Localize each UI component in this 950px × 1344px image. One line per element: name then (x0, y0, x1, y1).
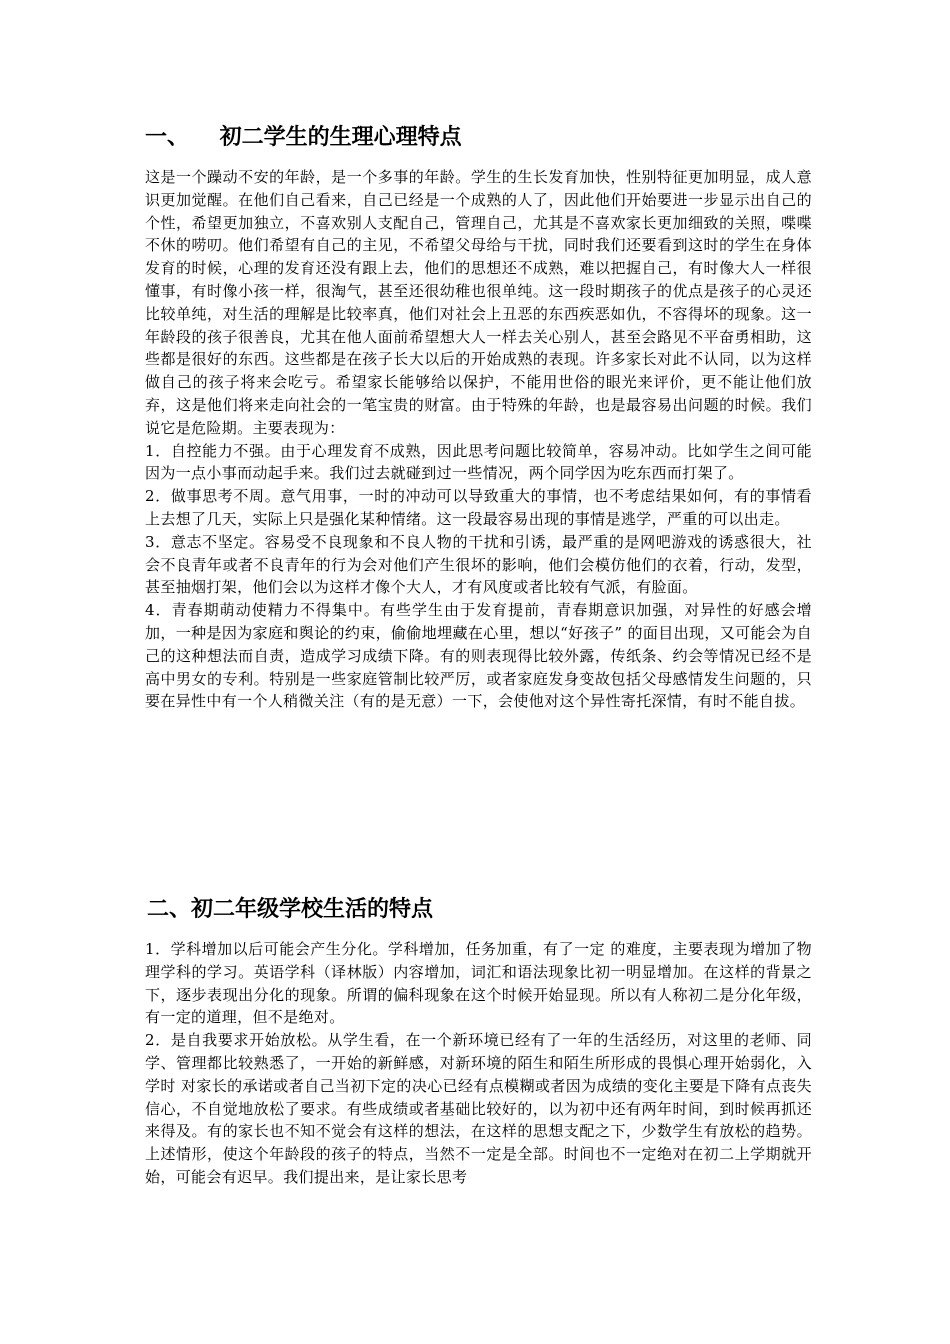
section-1-body (145, 166, 812, 713)
section-2-body (145, 938, 812, 1189)
section-1-point-3: 3．意志不坚定。容易受不良现象和不良人物的干扰和引诱，最严重的是网吧游戏的诱惑很大，社会不良青年或者不良青年的行为会对他们产生很坏的影响，他们会模仿他们的衣着，行动，发型，甚至抽烟打架，他们会以为这样才像个大人，才有风度或者比较有气派，有脸面。 (145, 532, 812, 597)
section-1-heading: 一、 初二学生的生理心理特点 (145, 124, 462, 150)
section-1-point-1: 1．自控能力不强。由于心理发育不成熟，因此思考问题比较简单，容易冲动。比如学生之间可能因为一点小事而动起手来。我们过去就碰到过一些情况，两个同学因为吃东西而打架了。 (145, 441, 812, 483)
section-1-point-2: 2．做事思考不周。意气用事，一时的冲动可以导致重大的事情，也不考虑结果如何，有的事情看上去想了几天，实际上只是强化某种情绪。这一段最容易出现的事情是逃学，严重的可以出走。 (145, 487, 812, 528)
section-1-intro-paragraph: 这是一个躁动不安的年龄，是一个多事的年龄。学生的生长发育加快，性别特征更加明显，成人意识更加觉醒。在他们自己看来，自己已经是一个成熟的人了，因此他们开始要进一步显示出自己的个性，希望更加独立，不喜欢别人支配自己，管理自己，尤其是不喜欢家长更加细致的关照，喋喋不休的唠叨。他们希望有自己的主见，不希望父母给与干扰，同时我们还要看到这时的学生在身体发育的时候，心理的发育还没有跟上去，他们的思想还不成熟，难以把握自己，有时像大人一样很懂事，有时像小孩一样，很淘气，甚至还很幼稚也很单纯。这一段时期孩子的优点是孩子的心灵还比较单纯，对生活的理解是比较率真，他们对社会上丑恶的东西疾恶如仇，不容得坏的现象。这一年龄段的孩子很善良，尤其在他人面前希望想大人一样去关心别人，甚至会路见不平奋勇相助，这些都是很好的东西。这些都是在孩子长大以后的开始成熟的表现。许多家长对此不认同，以为这样做自己的孩子将来会吃亏。希望家长能够给以保护，不能用世俗的眼光来评价，更不能让他们放弃，这是他们将来走向社会的一笔宝贵的财富。由于特殊的年龄，也是最容易出问题的时候。我们说它是危险期。主要表现为： (145, 168, 812, 437)
section-2-heading: 二、初二年级学校生活的特点 (147, 896, 434, 922)
section-2-point-2: 2．是自我要求开始放松。从学生看，在一个新环境已经有了一年的生活经历，对这里的老师、同学、管理都比较熟悉了，一开始的新鲜感，对新环境的陌生和陌生所形成的畏惧心理开始弱化，入学时 对家长的承诺或者自己当初下定的决心已经有点模糊或者因为成绩的变化主要是下降有点丧失信心，不自觉地放松了要求。有些成绩或者基础比较好的，以为初中还有两年时间，到时候再抓还来得及。有的家长也不知不觉会有这样的想法，在这样的思想支配之下，少数学生有放松的趋势。上述情形，使这个年龄段的孩子的特点，当然不一定是全部。时间也不一定绝对在初二上学期就开始，可能会有迟早。我们提出来，是让家长思考 (145, 1031, 812, 1186)
section-2-point-1: 1．学科增加以后可能会产生分化。学科增加，任务加重，有了一定 的难度，主要表现为增加了物理学科的学习。英语学科（译林版）内容增加，词汇和语法现象比初一明显增加。在这样的背景之下，逐步表现出分化的现象。所谓的偏科现象在这个时候开始显现。所以有人称初二是分化年级，有一定的道理，但不是绝对。 (145, 940, 812, 1027)
section-1-point-4: 4．青春期萌动使精力不得集中。有些学生由于发育提前，青春期意识加强，对异性的好感会增加，一种是因为家庭和舆论的约束，偷偷地埋藏在心里，想以“好孩子” 的面目出现，又可能会为自己的这种想法而自责，造成学习成绩下降。有的则表现得比较外露，传纸条、约会等情况已经不是高中男女的专利。特别是一些家庭管制比较严厉，或者家庭发身变故包括父母感情发生问题的，只要在异性中有一个人稍微关注（有的是无意）一下，会使他对这个异性寄托深情，有时不能自拔。 (145, 601, 812, 711)
